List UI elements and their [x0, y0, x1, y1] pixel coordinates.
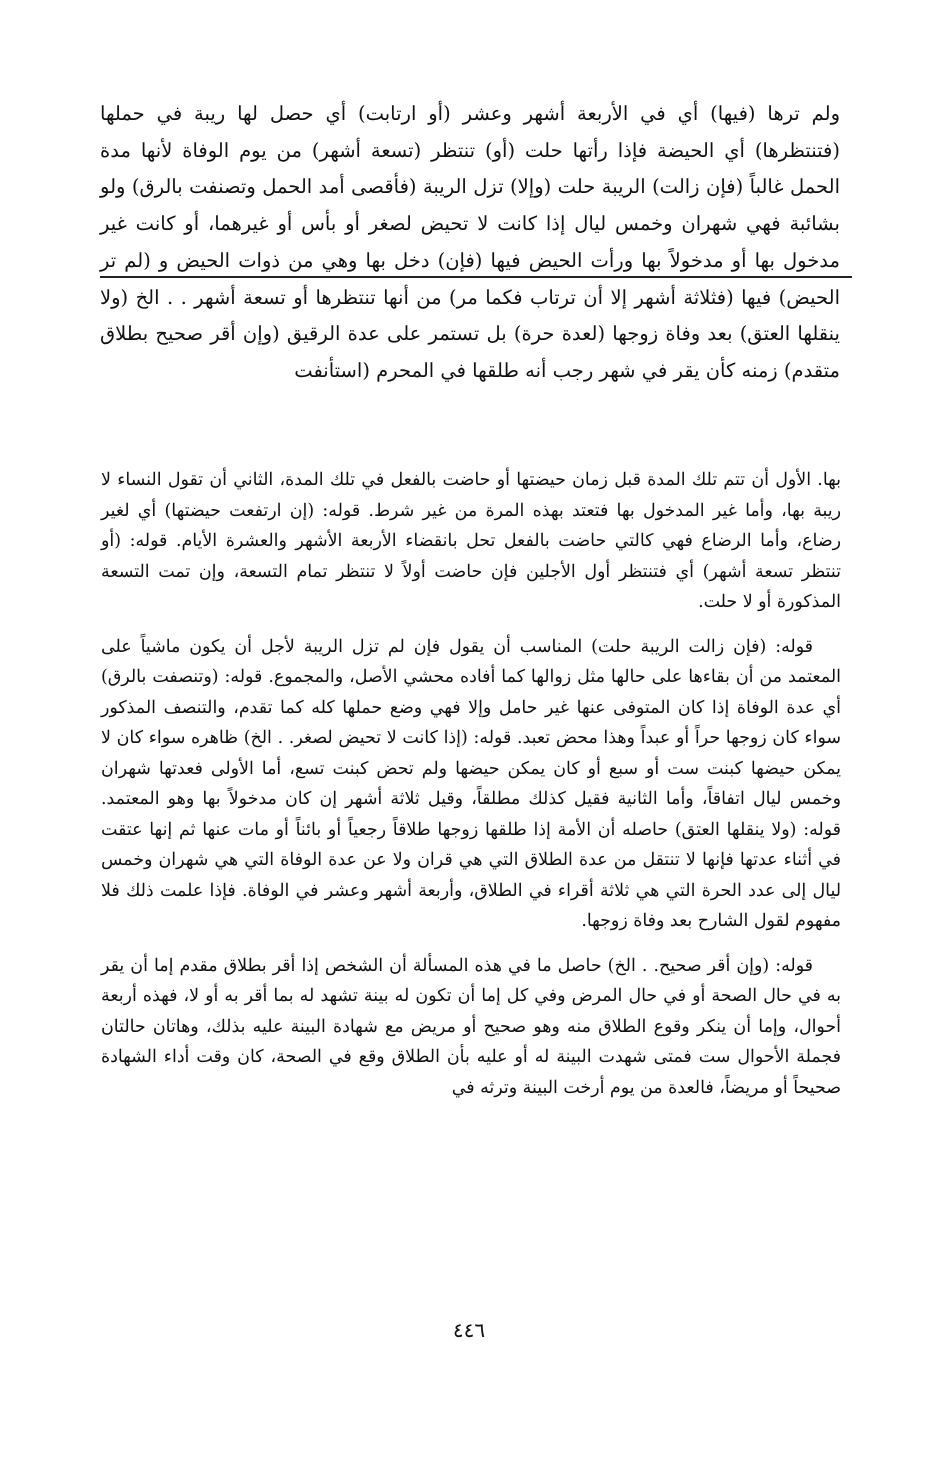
- main-text-block: [100, 96, 840, 390]
- footnote-paragraph-1: بها. الأول أن تتم تلك المدة قبل زمان حيضتها أو حاضت بالفعل في تلك المدة، الثاني أن تقول النساء لا ريبة بها، وأما غير المدخول بها فتعتد بهذه المرة من غير شرط. قوله: (إن ارتفعت حيضتها) أي لغير رضاع، وأما الرضاع فهي كالتي حاضت بالفعل تحل بانقضاء الأربعة الأشهر والعشرة الأيام. قوله: (أو تنتظر تسعة أشهر) أي فتنتظر أول الأجلين فإن حاضت أولاً لا تنتظر تمام التسعة، وإن تمت التسعة المذكورة أو لا حلت.: [101, 470, 841, 612]
- footnote-paragraph-3: قوله: (وإن أقر صحيح. . الخ) حاصل ما في هذه المسألة أن الشخص إذا أقر بطلاق مقدم إما أن يقر به في حال الصحة أو في حال المرض وفي كل إما أن تكون له بينة تشهد له بما أقر به أو لا، فهذه أربعة أحوال، وإما أن ينكر وقوع الطلاق منه وهو صحيح أو مريض مع شهادة البينة عليه بذلك، وهاتان حالتان فجملة الأحوال ست فمتى شهدت البينة له أو عليه بأن الطلاق وقع في الصحة، كان وقت أداء الشهادة صحيحاً أو مريضاً، فالعدة من يوم أرخت البينة وترثه في: [101, 955, 841, 1098]
- page-number: ٤٤٦: [452, 1318, 486, 1342]
- footnotes-block: [101, 465, 841, 1117]
- footnote-divider: [100, 276, 852, 278]
- footnote-paragraph-2: قوله: (فإن زالت الريبة حلت) المناسب أن يقول فإن لم تزل الريبة لأجل أن يكون ماشياً على المعتمد من أن بقاءها على حالها مثل زوالها كما أفاده محشي الأصل، والمجموع. قوله: (وتنصفت بالرق) أي عدة الوفاة إذا كان المتوفى عنها غير حامل وإلا فهي وضع حملها كله كما تقدم، والتنصف المذكور سواء كان زوجها حراً أو عبداً وهذا محض تعبد. قوله: (إذا كانت لا تحيض لصغر. . الخ) ظاهره سواء كان لا يمكن حيضها كبنت ست أو سبع أو كان يمكن حيضها ولم تحض كبنت تسع، أما الأولى فعدتها شهران وخمس ليال اتفاقاً، وأما الثانية فقيل كذلك مطلقاً، وقيل ثلاثة أشهر إن كان مدخولاً بها وهو المعتمد. قوله: (ولا ينقلها العتق) حاصله أن الأمة إذا طلقها زوجها طلاقاً رجعياً أو بائناً أو مات عنها ثم إنها عتقت في أثناء عدتها فإنها لا تنتقل من عدة الطلاق التي هي قران ولا عن عدة الوفاة التي هي شهران وخمس ليال إلى عدد الحرة التي هي ثلاثة أقراء في الطلاق، وأربعة أشهر وعشر في الوفاة. فإذا علمت ذلك فلا مفهوم لقول الشارح بعد وفاة زوجها.: [101, 636, 841, 931]
- main-text-content: ولم ترها (فيها) أي في الأربعة أشهر وعشر (أو ارتابت) أي حصل لها ريبة في حملها (فتنتظرها) أي الحيضة فإذا رأتها حلت (أو) تنتظر (تسعة أشهر) من يوم الوفاة لأنها مدة الحمل غالباً (فإن زالت) الريبة حلت (وإلا) تزل الريبة (فأقصى أمد الحمل وتصنفت بالرق) ولو بشائبة فهي شهران وخمس ليال إذا كانت لا تحيض لصغر أو بأس أو غيرهما، أو كانت غير مدخول بها أو مدخولاً بها ورأت الحيض فيها (فإن) دخل بها وهي من ذوات الحيض و (لم تر الحيض) فيها (فثلاثة أشهر إلا أن ترتاب فكما مر) من أنها تنتظرها أو تسعة أشهر . . الخ (ولا ينقلها العتق) بعد وفاة زوجها (لعدة حرة) بل تستمر على عدة الرقيق (وإن أقر صحيح بطلاق متقدم) زمنه كأن يقر في شهر رجب أنه طلقها في المحرم (استأنفت: [100, 102, 840, 382]
